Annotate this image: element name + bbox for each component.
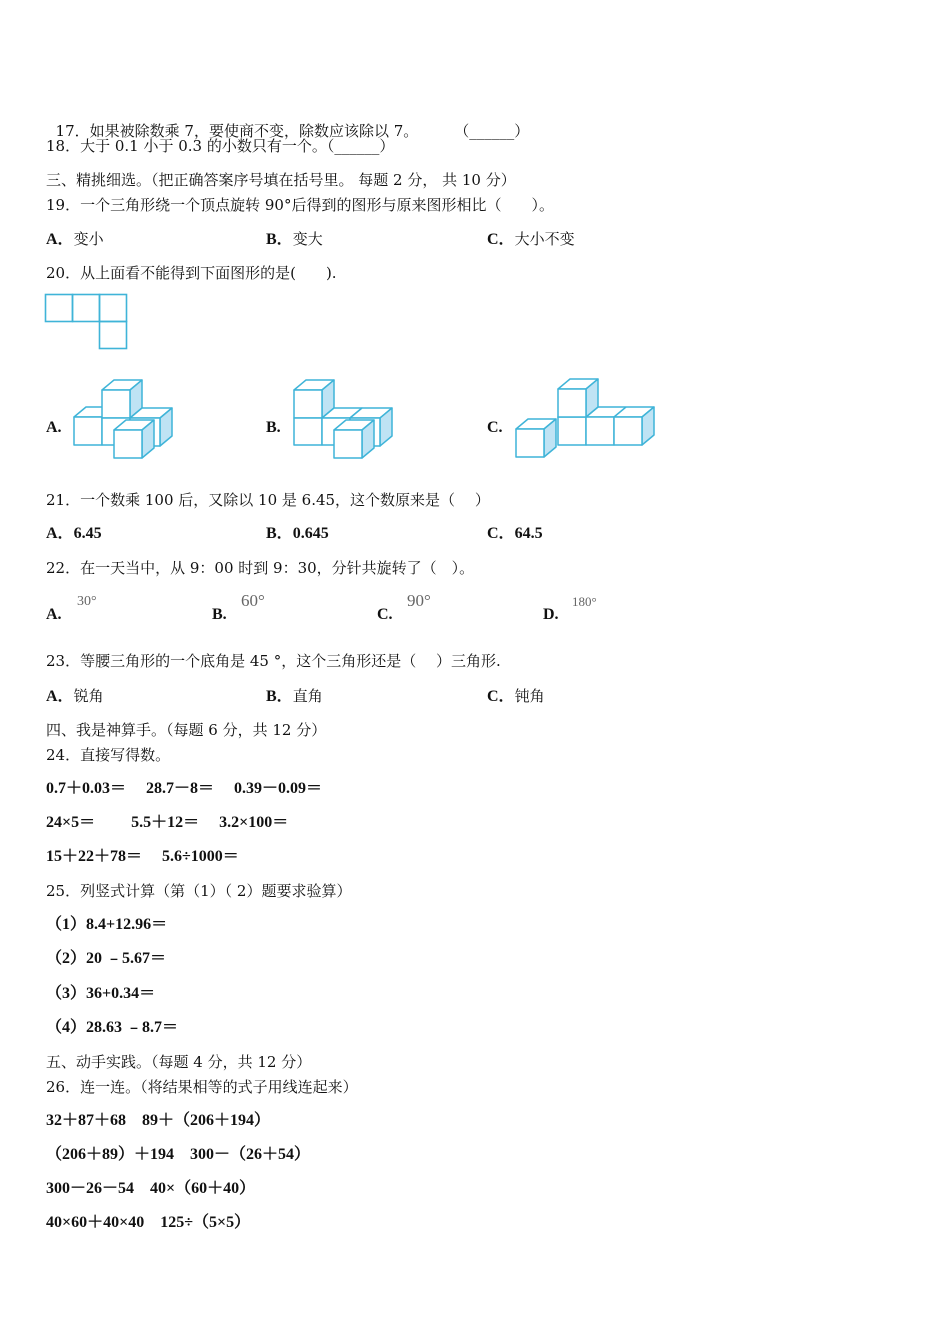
q22-option-a-value: 30° xyxy=(77,594,97,609)
option-text: 64.5 xyxy=(514,525,543,542)
section-4-title: 四、我是神算手。（每题 6 分，共 12 分） xyxy=(46,721,327,739)
question-20: 20．从上面看不能得到下面图形的是( ). xyxy=(46,264,337,282)
option-label: C． xyxy=(487,688,515,705)
question-17 xyxy=(46,101,529,141)
option-text: 大小不变 xyxy=(514,230,575,248)
option-label: A． xyxy=(46,688,74,705)
q26-row-3: 300－26－54 40×（60＋40） xyxy=(46,1180,256,1197)
q22-option-b-label[interactable]: B. xyxy=(212,606,227,623)
q20-option-c-label[interactable]: C. xyxy=(487,419,503,436)
option-label: C． xyxy=(487,525,515,542)
q22-option-c-value: 90° xyxy=(407,591,431,610)
option-text: 变小 xyxy=(73,230,104,248)
option-text: 钝角 xyxy=(514,687,545,705)
question-18: 18．大于 0.1 小于 0.3 的小数只有一个。（______） xyxy=(46,137,395,155)
q19-option-c[interactable] xyxy=(487,229,575,250)
q23-option-a[interactable] xyxy=(46,686,104,707)
question-25: 25．列竖式计算（第（1）（ 2）题要求验算） xyxy=(46,882,352,900)
q25-item-1: （1）8.4+12.96＝ xyxy=(46,916,168,933)
q19-option-a[interactable] xyxy=(46,229,104,250)
question-19: 19．一个三角形绕一个顶点旋转 90°后得到的图形与原来图形相比（ ）。 xyxy=(46,196,554,214)
q25-item-2: （2）20 ﹣5.67＝ xyxy=(46,950,167,967)
q20-option-b-cubes-figure[interactable] xyxy=(292,377,396,459)
q22-option-d-value: 180° xyxy=(572,594,597,609)
option-text: 6.45 xyxy=(73,525,102,542)
q22-option-b-value: 60° xyxy=(241,591,265,610)
question-23: 23．等腰三角形的一个底角是 45 °，这个三角形还是（ ）三角形. xyxy=(46,652,501,670)
q26-row-2: （206＋89）＋194 300－（26＋54） xyxy=(46,1146,311,1163)
q25-item-3: （3）36+0.34＝ xyxy=(46,985,156,1002)
q22-option-c-label[interactable]: C. xyxy=(377,606,393,623)
question-22: 22．在一天当中，从 9：00 时到 9：30，分针共旋转了（ ）。 xyxy=(46,559,475,577)
question-21: 21．一个数乘 100 后，又除以 10 是 6.45，这个数原来是（ ） xyxy=(46,491,490,509)
option-label: B． xyxy=(266,231,293,248)
option-label: C． xyxy=(487,231,515,248)
q20-option-b-label[interactable]: B. xyxy=(266,419,281,436)
q24-row-2: 24×5＝ 5.5＋12＝ 3.2×100＝ xyxy=(46,814,289,831)
q23-option-c[interactable] xyxy=(487,686,545,707)
q26-row-1: 32＋87＋68 89＋（206＋194） xyxy=(46,1112,271,1129)
q24-row-3: 15＋22＋78＝ 5.6÷1000＝ xyxy=(46,848,239,865)
q23-option-b[interactable] xyxy=(266,686,323,707)
q21-option-b[interactable] xyxy=(266,524,329,544)
question-17-text: 17．如果被除数乘 7，要使商不变，除数应该除以 7。 xyxy=(55,122,419,140)
answer-blank[interactable]: （______） xyxy=(454,122,530,140)
option-text: 锐角 xyxy=(73,687,104,705)
q22-option-d-label[interactable]: D. xyxy=(543,606,559,623)
q21-option-c[interactable] xyxy=(487,524,543,544)
question-24: 24．直接写得数。 xyxy=(46,746,171,764)
option-text: 0.645 xyxy=(292,525,329,542)
section-3-title: 三、精挑细选。（把正确答案序号填在括号里。 每题 2 分， 共 10 分） xyxy=(46,171,516,189)
q19-option-b[interactable] xyxy=(266,229,323,250)
section-5-title: 五、动手实践。（每题 4 分，共 12 分） xyxy=(46,1053,312,1071)
top-view-figure xyxy=(44,293,130,351)
option-label: B． xyxy=(266,688,293,705)
option-text: 变大 xyxy=(292,230,323,248)
question-26: 26．连一连。（将结果相等的式子用线连起来） xyxy=(46,1078,358,1096)
option-label: A． xyxy=(46,231,74,248)
q20-option-a-label[interactable]: A. xyxy=(46,419,62,436)
q20-option-c-cubes-figure[interactable] xyxy=(514,377,660,459)
q26-row-4: 40×60＋40×40 125÷（5×5） xyxy=(46,1214,251,1231)
option-label: B． xyxy=(266,525,293,542)
option-text: 直角 xyxy=(292,687,323,705)
q22-option-a-label[interactable]: A. xyxy=(46,606,62,623)
q20-option-a-cubes-figure[interactable] xyxy=(72,377,176,459)
q25-item-4: （4）28.63 ﹣8.7＝ xyxy=(46,1019,179,1036)
option-label: A． xyxy=(46,525,74,542)
q24-row-1: 0.7＋0.03＝ 28.7－8＝ 0.39－0.09＝ xyxy=(46,780,323,797)
q21-option-a[interactable] xyxy=(46,524,102,544)
